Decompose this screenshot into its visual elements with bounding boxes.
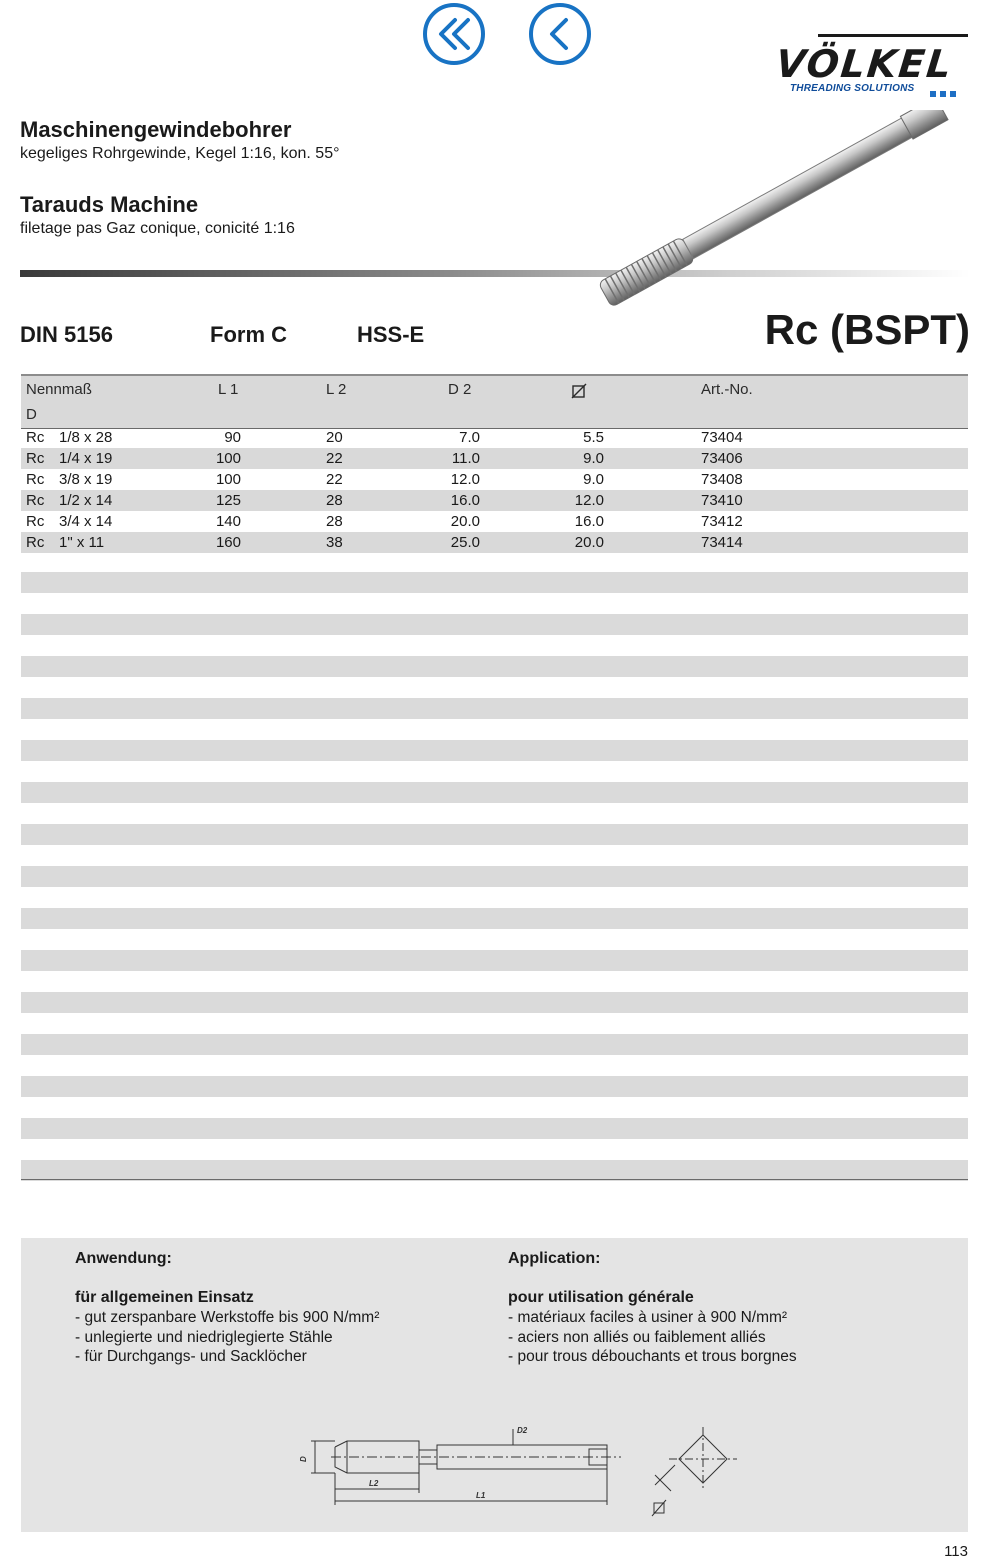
- cell-l1: 100: [215, 450, 241, 467]
- application-line-fr-2: - aciers non alliés ou faiblement alliés: [508, 1328, 766, 1346]
- label-l1: L1: [476, 1491, 486, 1500]
- title-german: Maschinengewindebohrer: [20, 117, 292, 142]
- cell-art: 73412: [701, 513, 743, 530]
- application-heading-fr: Application:: [508, 1250, 601, 1267]
- application-line-fr-1: - matériaux faciles à usiner à 900 N/mm²: [508, 1309, 788, 1326]
- brand-logo: [770, 28, 970, 98]
- empty-row-stripe: [21, 1076, 968, 1097]
- cell-art: 73406: [701, 450, 743, 467]
- spec-standard: DIN 5156: [20, 322, 113, 347]
- cell-l2: 28: [326, 513, 343, 530]
- application-sub-de: für allgemeinen Einsatz: [75, 1289, 254, 1306]
- tap-product-image: [585, 110, 985, 325]
- cell-sq: 9.0: [583, 471, 604, 488]
- logo-dots: [930, 84, 960, 102]
- empty-row-stripe: [21, 992, 968, 1013]
- application-sub-fr: pour utilisation générale: [508, 1289, 694, 1306]
- application-line-de-2: - unlegierte und niedriglegierte Stähle: [75, 1328, 333, 1346]
- cell-size: 1/2 x 14: [59, 492, 113, 509]
- label-d: D: [299, 1456, 308, 1462]
- cell-d2: 25.0: [450, 534, 480, 551]
- cell-art: 73410: [701, 492, 743, 509]
- cell-size: 3/8 x 19: [59, 471, 113, 488]
- logo-line: [818, 34, 968, 37]
- cell-prefix: Rc: [26, 429, 45, 446]
- cell-d2: 12.0: [450, 471, 480, 488]
- cell-size: 1/4 x 19: [59, 450, 113, 467]
- cell-prefix: Rc: [26, 450, 45, 467]
- header-l1: L 1: [218, 381, 239, 398]
- cell-l1: 160: [215, 534, 241, 551]
- first-page-button[interactable]: [422, 2, 486, 66]
- previous-page-button[interactable]: [528, 2, 592, 66]
- cell-d2: 7.0: [459, 429, 480, 446]
- cell-sq: 9.0: [583, 450, 604, 467]
- cell-d2: 11.0: [451, 450, 480, 467]
- empty-row-stripe: [21, 656, 968, 677]
- cell-sq: 20.0: [574, 534, 604, 551]
- empty-row-stripe: [21, 950, 968, 971]
- header-d2: D 2: [448, 381, 472, 398]
- double-chevron-left-icon: [422, 2, 486, 66]
- table-row: [21, 490, 968, 511]
- label-l2: L2: [369, 1479, 379, 1488]
- cell-d2: 20.0: [450, 513, 480, 530]
- logo-wordmark: VÖLKEL: [773, 42, 956, 86]
- empty-row-stripe: [21, 614, 968, 635]
- table-row: [21, 469, 968, 490]
- subtitle-french: filetage pas Gaz conique, conicité 1:16: [20, 220, 295, 237]
- empty-row-stripe: [21, 1034, 968, 1055]
- table-row: [21, 532, 968, 553]
- cell-size: 1" x 11: [59, 534, 105, 551]
- cell-prefix: Rc: [26, 513, 45, 530]
- spec-material: HSS-E: [357, 322, 425, 347]
- label-d2: D2: [517, 1426, 528, 1435]
- logo-tagline: THREADING SOLUTIONS: [790, 83, 915, 94]
- table-bottom-line: [21, 1179, 968, 1180]
- cell-d2: 16.0: [450, 492, 480, 509]
- cell-sq: 12.0: [574, 492, 604, 509]
- cell-art: 73408: [701, 471, 743, 488]
- application-line-fr-3: - pour trous débouchants et trous borgnes: [508, 1348, 797, 1365]
- application-heading-de: Anwendung:: [75, 1250, 172, 1267]
- cell-l2: 38: [326, 534, 343, 551]
- application-line-de-1: - gut zerspanbare Werkstoffe bis 900 N/mm²: [75, 1309, 380, 1326]
- application-line-de-3: - für Durchgangs- und Sacklöcher: [75, 1348, 307, 1365]
- cell-size: 3/4 x 14: [59, 513, 113, 530]
- cell-prefix: Rc: [26, 534, 45, 551]
- empty-row-stripe: [21, 1160, 968, 1181]
- application-panel: [21, 1238, 968, 1532]
- empty-row-stripe: [21, 782, 968, 803]
- header-nominal-sub: D: [26, 406, 37, 423]
- cell-prefix: Rc: [26, 471, 45, 488]
- chevron-left-icon: [528, 2, 592, 66]
- empty-row-stripe: [21, 866, 968, 887]
- cell-l1: 125: [215, 492, 241, 509]
- table-row: [21, 427, 968, 448]
- cell-size: 1/8 x 28: [59, 429, 113, 446]
- page-number: 113: [944, 1543, 968, 1560]
- empty-row-stripe: [21, 740, 968, 761]
- cell-l2: 22: [326, 471, 343, 488]
- cell-l1: 140: [215, 513, 241, 530]
- cell-l2: 20: [326, 429, 343, 446]
- cell-art: 73414: [701, 534, 743, 551]
- thread-code: Rc (BSPT): [764, 306, 970, 353]
- cell-l2: 28: [326, 492, 343, 509]
- empty-row-stripe: [21, 1118, 968, 1139]
- spec-form: Form C: [210, 322, 287, 347]
- title-french: Tarauds Machine: [20, 192, 199, 217]
- technical-drawing: [291, 1423, 741, 1528]
- header-l2: L 2: [326, 381, 347, 398]
- cell-l2: 22: [326, 450, 343, 467]
- cell-l1: 100: [215, 471, 241, 488]
- header-art-no: Art.-No.: [701, 381, 753, 398]
- table-row: [21, 448, 968, 469]
- cell-l1: 90: [224, 429, 241, 446]
- cell-sq: 5.5: [583, 429, 604, 446]
- empty-row-stripe: [21, 908, 968, 929]
- table-header: [21, 374, 968, 429]
- header-nominal: Nennmaß: [26, 381, 92, 398]
- empty-row-stripe: [21, 572, 968, 593]
- empty-row-stripe: [21, 698, 968, 719]
- subtitle-german: kegeliges Rohrgewinde, Kegel 1:16, kon. 55°: [20, 145, 340, 162]
- table-row: [21, 511, 968, 532]
- square-size-icon: [571, 383, 587, 399]
- cell-art: 73404: [701, 429, 743, 446]
- cell-sq: 16.0: [574, 513, 604, 530]
- cell-prefix: Rc: [26, 492, 45, 509]
- empty-row-stripe: [21, 824, 968, 845]
